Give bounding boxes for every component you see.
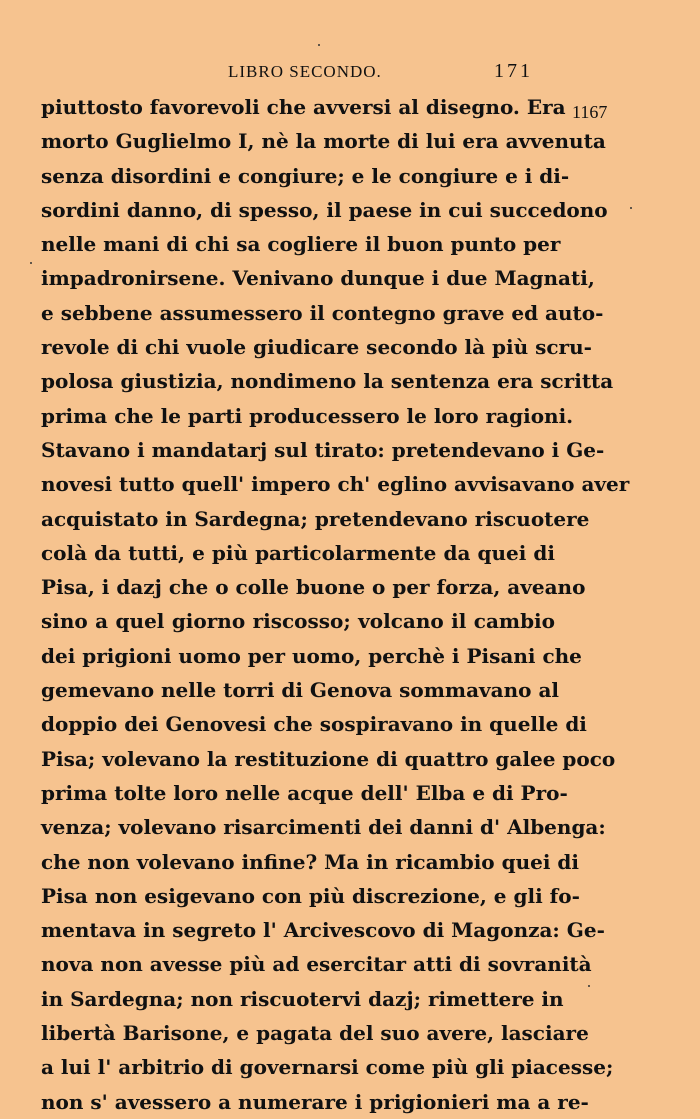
- print-speck: [588, 985, 590, 987]
- text-line: Stavano i mandatarj sul tirato: pretendevano i Ge-: [41, 437, 605, 462]
- text-line: mentava in segreto l' Arcivescovo di Magonza: Ge-: [41, 918, 605, 943]
- text-line: novesi tutto quell' impero ch' eglino avvisavano aver: [41, 472, 630, 497]
- text-line: in Sardegna; non riscuotervi dazj; rimettere in: [41, 986, 564, 1011]
- text-line: gemevano nelle torri di Genova sommavano al: [41, 678, 560, 703]
- text-line: Pisa; volevano la restituzione di quattro galee poco: [41, 746, 616, 771]
- text-line: sino a quel giorno riscosso; volcano il cambio: [41, 609, 555, 634]
- margin-year-note: 1167: [572, 102, 608, 122]
- text-line: a lui l' arbitrio di governarsi come più gli piacesse;: [41, 1055, 614, 1080]
- text-line: prima che le parti producessero le loro ragioni.: [41, 403, 574, 428]
- text-line: sordini danno, di spesso, il paese in cui succedono: [41, 197, 608, 222]
- text-line: nelle mani di chi sa cogliere il buon punto per: [41, 232, 561, 257]
- text-line: nova non avesse più ad esercitar atti di sovranità: [41, 952, 592, 977]
- text-line: venza; volevano risarcimenti dei danni d' Albenga:: [41, 815, 606, 840]
- print-speck: [318, 44, 320, 46]
- print-speck: [30, 262, 32, 264]
- page-number: 171: [494, 60, 533, 82]
- text-line: acquistato in Sardegna; pretendevano riscuotere: [41, 506, 590, 531]
- text-line: colà da tutti, e più particolarmente da quei di: [41, 540, 555, 565]
- print-speck: [630, 207, 632, 209]
- text-line: dei prigioni uomo per uomo, perchè i Pisani che: [41, 643, 582, 668]
- running-head-title: LIBRO SECONDO.: [228, 62, 382, 81]
- text-line: Pisa non esigevano con più discrezione, e gli fo-: [41, 883, 580, 908]
- text-line: senza disordini e congiure; e le congiure e i di-: [41, 163, 570, 188]
- text-line: polosa giustizia, nondimeno la sentenza era scritta: [41, 369, 614, 394]
- text-line: Pisa, i dazj che o colle buone o per forza, aveano: [41, 575, 586, 600]
- text-line: piuttosto favorevoli che avversi al disegno. Era: [41, 95, 566, 119]
- text-line: morto Guglielmo I, nè la morte di lui era avvenuta: [41, 129, 606, 154]
- text-line: libertà Barisone, e pagata del suo avere, lasciare: [41, 1021, 589, 1046]
- text-line: non s' avessero a numerare i prigionieri ma a re-: [41, 1089, 589, 1114]
- text-line: e sebbene assumessero il contegno grave ed auto-: [41, 300, 604, 325]
- text-line: revole di chi vuole giudicare secondo là più scru-: [41, 335, 592, 360]
- text-line: impadronirsene. Venivano dunque i due Magnati,: [41, 266, 595, 291]
- text-line: prima tolte loro nelle acque dell' Elba e di Pro-: [41, 780, 568, 805]
- text-line: che non volevano infine? Ma in ricambio quei di: [41, 849, 579, 874]
- text-line: doppio dei Genovesi che sospiravano in quelle di: [41, 712, 587, 737]
